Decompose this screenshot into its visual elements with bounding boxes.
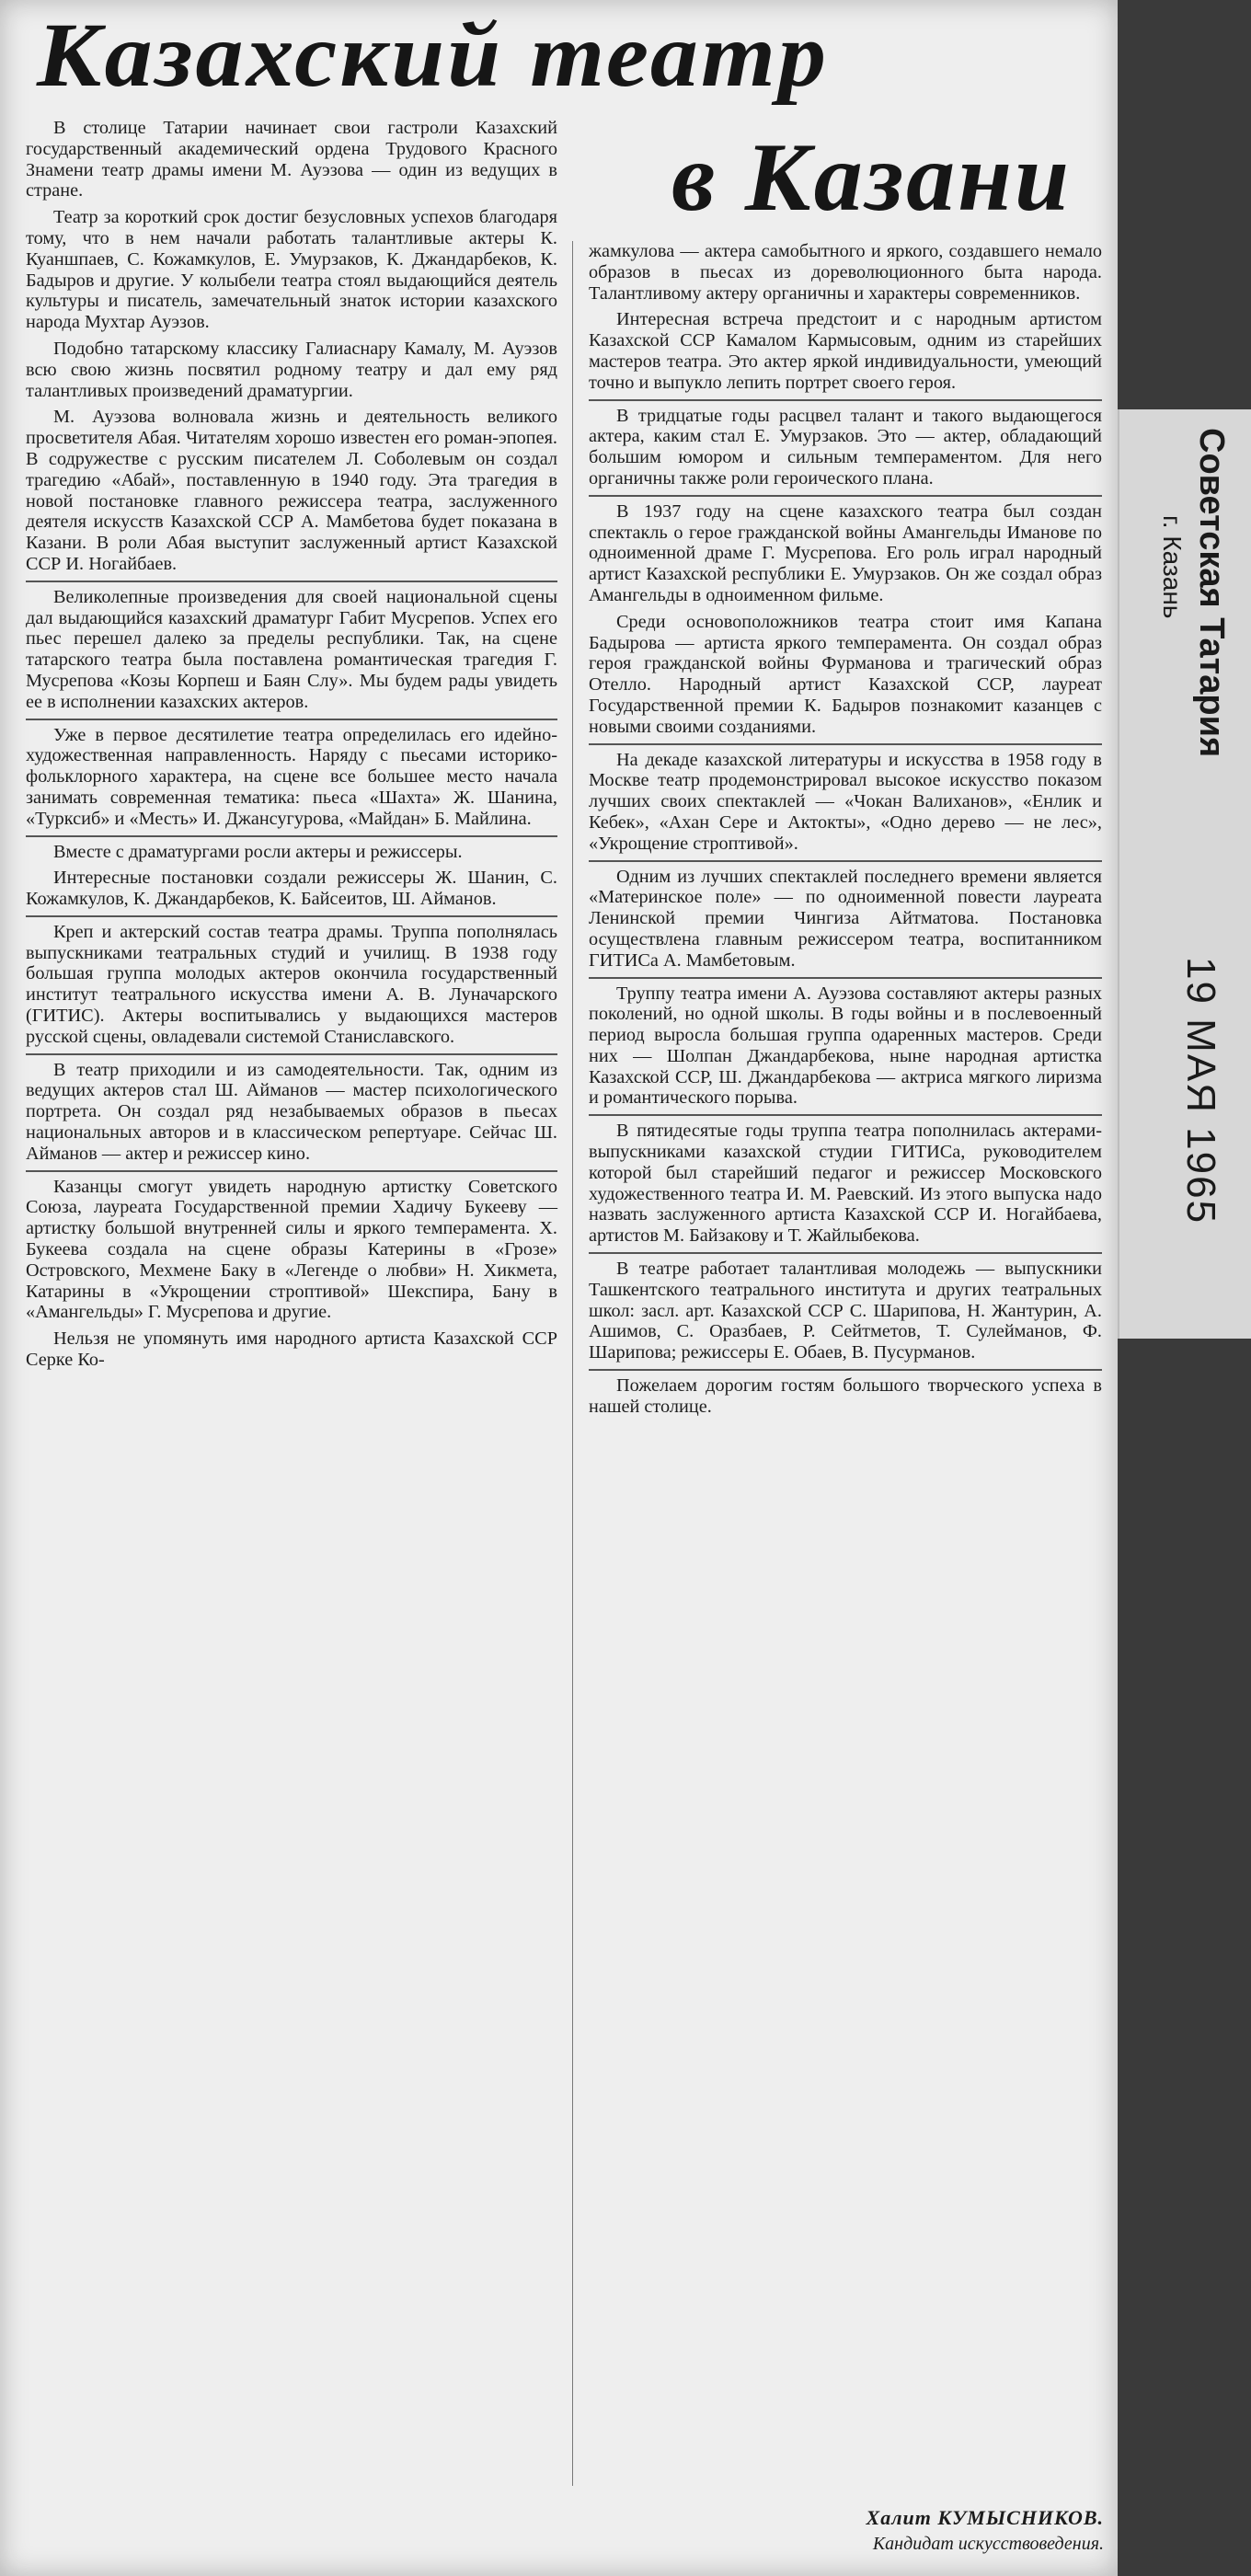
paragraph: В театре работает талантливая молодежь — выпускники Ташкентского театрального института и других театральных школ: засл. арт. Казахской ССР С. Шарипова, Н. Жантурин, А. Ашимов, С. Оразбаев, Р. Сейтметов, Т. Сулейманов, Ф. Шарипова; режиссеры Е. Обаев, В. Пусурманов. bbox=[589, 1252, 1102, 1363]
paragraph: Одним из лучших спектаклей последнего времени является «Материнское поле» — по одноименной повести лауреата Ленинской премии Чингиза Айтматова. Постановка осуществлена главным режиссером театра, воспитанником ГИТИСа А. Мамбетовым. bbox=[589, 860, 1102, 972]
column-divider bbox=[572, 241, 573, 2486]
paragraph: Уже в первое десятилетие театра определилась его идейно-художественная направленность. Наряду с пьесами историко-фольклорного характера, на сцене все большее место начала занимать современная тематика: пьеса «Шахта» Ж. Шанина, «Турксиб» и «Месть» И. Джансугурова, «Майдан» Б. Майлина. bbox=[26, 719, 557, 830]
paragraph: В 1937 году на сцене казахского театра был создан спектакль о герое гражданской войны Амангельды Иманове по одноименной драме Г. Мусрепова. Его роль играл народный артист Казахской республики Е. Умурзаков. Он же создал образ Амангельды в одноименном фильме. bbox=[589, 495, 1102, 606]
city-stamp: г. Казань bbox=[1158, 515, 1187, 619]
paragraph: В театр приходили и из самодеятельности. Так, одним из ведущих актеров стал Ш. Айманов — мастер психологического портрета. Он создал ряд незабываемых образов в пьесах национальных авторов и в классическом репертуаре. Сейчас Ш. Айманов — актер и режиссер кино. bbox=[26, 1053, 557, 1165]
paragraph: Великолепные произведения для своей национальной сцены дал выдающийся казахский драматург Габит Мусрепов. Успех его пьес перешел далеко за пределы республики. Так, на сцене татарского театра была поставлена романтическая трагедия Г. Мусрепова «Козы Корпеш и Баян Слу». Мы будем рады увидеть ее в исполнении казахских актеров. bbox=[26, 581, 557, 713]
headline-line-1: Казахский театр bbox=[37, 4, 830, 106]
paragraph: Среди основоположников театра стоит имя Капана Бадырова — артиста яркого темперамента. Он создал образ героя гражданской войны Фурманова и трагический образ Отелло. Народный артист Казахской ССР, лауреат Государственной премии К. Бадыров познакомит казанцев с новыми своими созданиями. bbox=[589, 611, 1102, 737]
author-name: Халит КУМЫСНИКОВ. bbox=[866, 2506, 1104, 2529]
article-column-left bbox=[26, 118, 557, 1376]
paragraph: Казанцы смогут увидеть народную артистку Советского Союза, лауреата Государственной премии Хадичу Букееву — артистку большой внутренней силы и яркого темперамента. Х. Букеева создала на сцене образы Катерины в «Грозе» Островского, Мехмене Баку в «Легенде о любви» Н. Хикмета, Катарины в «Укрощении строптивой» Шекспира, Бану в «Амангельды» Г. Мусрепова и другие. bbox=[26, 1170, 557, 1324]
paragraph: М. Ауэзова волновала жизнь и деятельность великого просветителя Абая. Читателям хорошо известен его роман-эпопея. В содружестве с русским писателем Л. Соболевым он создал трагедию «Абай», поставленную в 1940 году. Эта трагедия в новой постановке главного режиссера театра, заслуженного деятеля искусств Казахской ССР А. Мамбетова будет показана в Казани. В роли Абая выступит заслуженный артист Казахской ССР И. Ногайбаев. bbox=[26, 407, 557, 574]
paragraph: В столице Татарии начинает свои гастроли Казахский государственный академический ордена Трудового Красного Знамени театр драмы имени М. Ауэзова — один из ведущих в стране. bbox=[26, 118, 557, 201]
paragraph: Вместе с драматургами росли актеры и режиссеры. bbox=[26, 835, 557, 863]
paragraph: На декаде казахской литературы и искусства в 1958 году в Москве театр продемонстрировал высокое искусство показом лучших своих спектаклей — «Чокан Валиханов», «Енлик и Кебек», «Ахан Сере и Актокты», «Одно дерево — не лес», «Укрощение строптивой». bbox=[589, 743, 1102, 855]
author-title: Кандидат искусствоведения. bbox=[872, 2534, 1104, 2554]
paragraph: Креп и актерский состав театра драмы. Труппа пополнялась выпускниками театральных студий и училищ. В 1938 году большая группа молодых актеров окончила государственный институт театрального искусства имени А. В. Луначарского (ГИТИС). Актеры воспитывались у выдающихся мастеров русской сцены, овладевали системой Станиславского. bbox=[26, 915, 557, 1048]
date-stamp: 19 МАЯ 1965 bbox=[1178, 957, 1223, 1225]
paragraph: В пятидесятые годы труппа театра пополнилась актерами-выпускниками казахской студии ГИТИСа, руководителем которой был старейший педагог и режиссер Московского художественного театра И. М. Раевский. Из этого выпуска надо назвать заслуженного артиста Казахской ССР И. Ногайбаева, артистов М. Байзакову и Т. Жайлыбекова. bbox=[589, 1114, 1102, 1247]
paragraph: В тридцатые годы расцвел талант и такого выдающегося актера, каким стал Е. Умурзаков. Это — актер, обладающий большим юмором и сильным темпераментом. Для него органичны также роли героического плана. bbox=[589, 399, 1102, 489]
paragraph: Подобно татарскому классику Галиаснару Камалу, М. Ауэзов всю свою жизнь посвятил родному театру и дал ему ряд талантливых произведений драматургии. bbox=[26, 338, 557, 401]
paragraph: Театр за короткий срок достиг безусловных успехов благодаря тому, что в нем начали работать талантливые актеры К. Куаншпаев, С. Кожамкулов, Е. Умурзаков, К. Джандарбеков, К. Бадыров и другие. У колыбели театра стоял выдающийся деятель культуры и писатель, замечательный знаток истории казахского народа Мухтар Ауэзов. bbox=[26, 207, 557, 333]
paragraph: Интересные постановки создали режиссеры Ж. Шанин, С. Кожамкулов, К. Джандарбеков, К. Байсеитов, Ш. Айманов. bbox=[26, 868, 557, 910]
article-column-right bbox=[589, 241, 1102, 1423]
paragraph: Нельзя не упомянуть имя народного артиста Казахской ССР Серке Ко- bbox=[26, 1328, 557, 1371]
paragraph: жамкулова — актера самобытного и яркого, создавшего немало образов в пьесах из дореволюционного быта народа. Талантливому актеру органичны и характеры современников. bbox=[589, 241, 1102, 304]
paragraph: Труппу театра имени А. Ауэзова составляют актеры разных поколений, но одной школы. В годы войны и в послевоенный период выросла большая группа одаренных мастеров. Среди них — Шолпан Джандарбекова, ныне народная артистка Казахской ССР, Ш. Джандарбекова — актриса мягкого лиризма и романтического порыва. bbox=[589, 977, 1102, 1110]
paragraph: Интересная встреча предстоит и с народным артистом Казахской ССР Камалом Кармысовым, одним из старейших мастеров театра. Это актер яркой индивидуальности, умеющий точно и выпукло лепить портрет своего героя. bbox=[589, 309, 1102, 393]
paragraph: Пожелаем дорогим гостям большого творческого успеха в нашей столице. bbox=[589, 1369, 1102, 1418]
headline-line-2: в Казани bbox=[671, 123, 1072, 231]
newspaper-name-stamp: Советская Татария bbox=[1192, 428, 1231, 758]
